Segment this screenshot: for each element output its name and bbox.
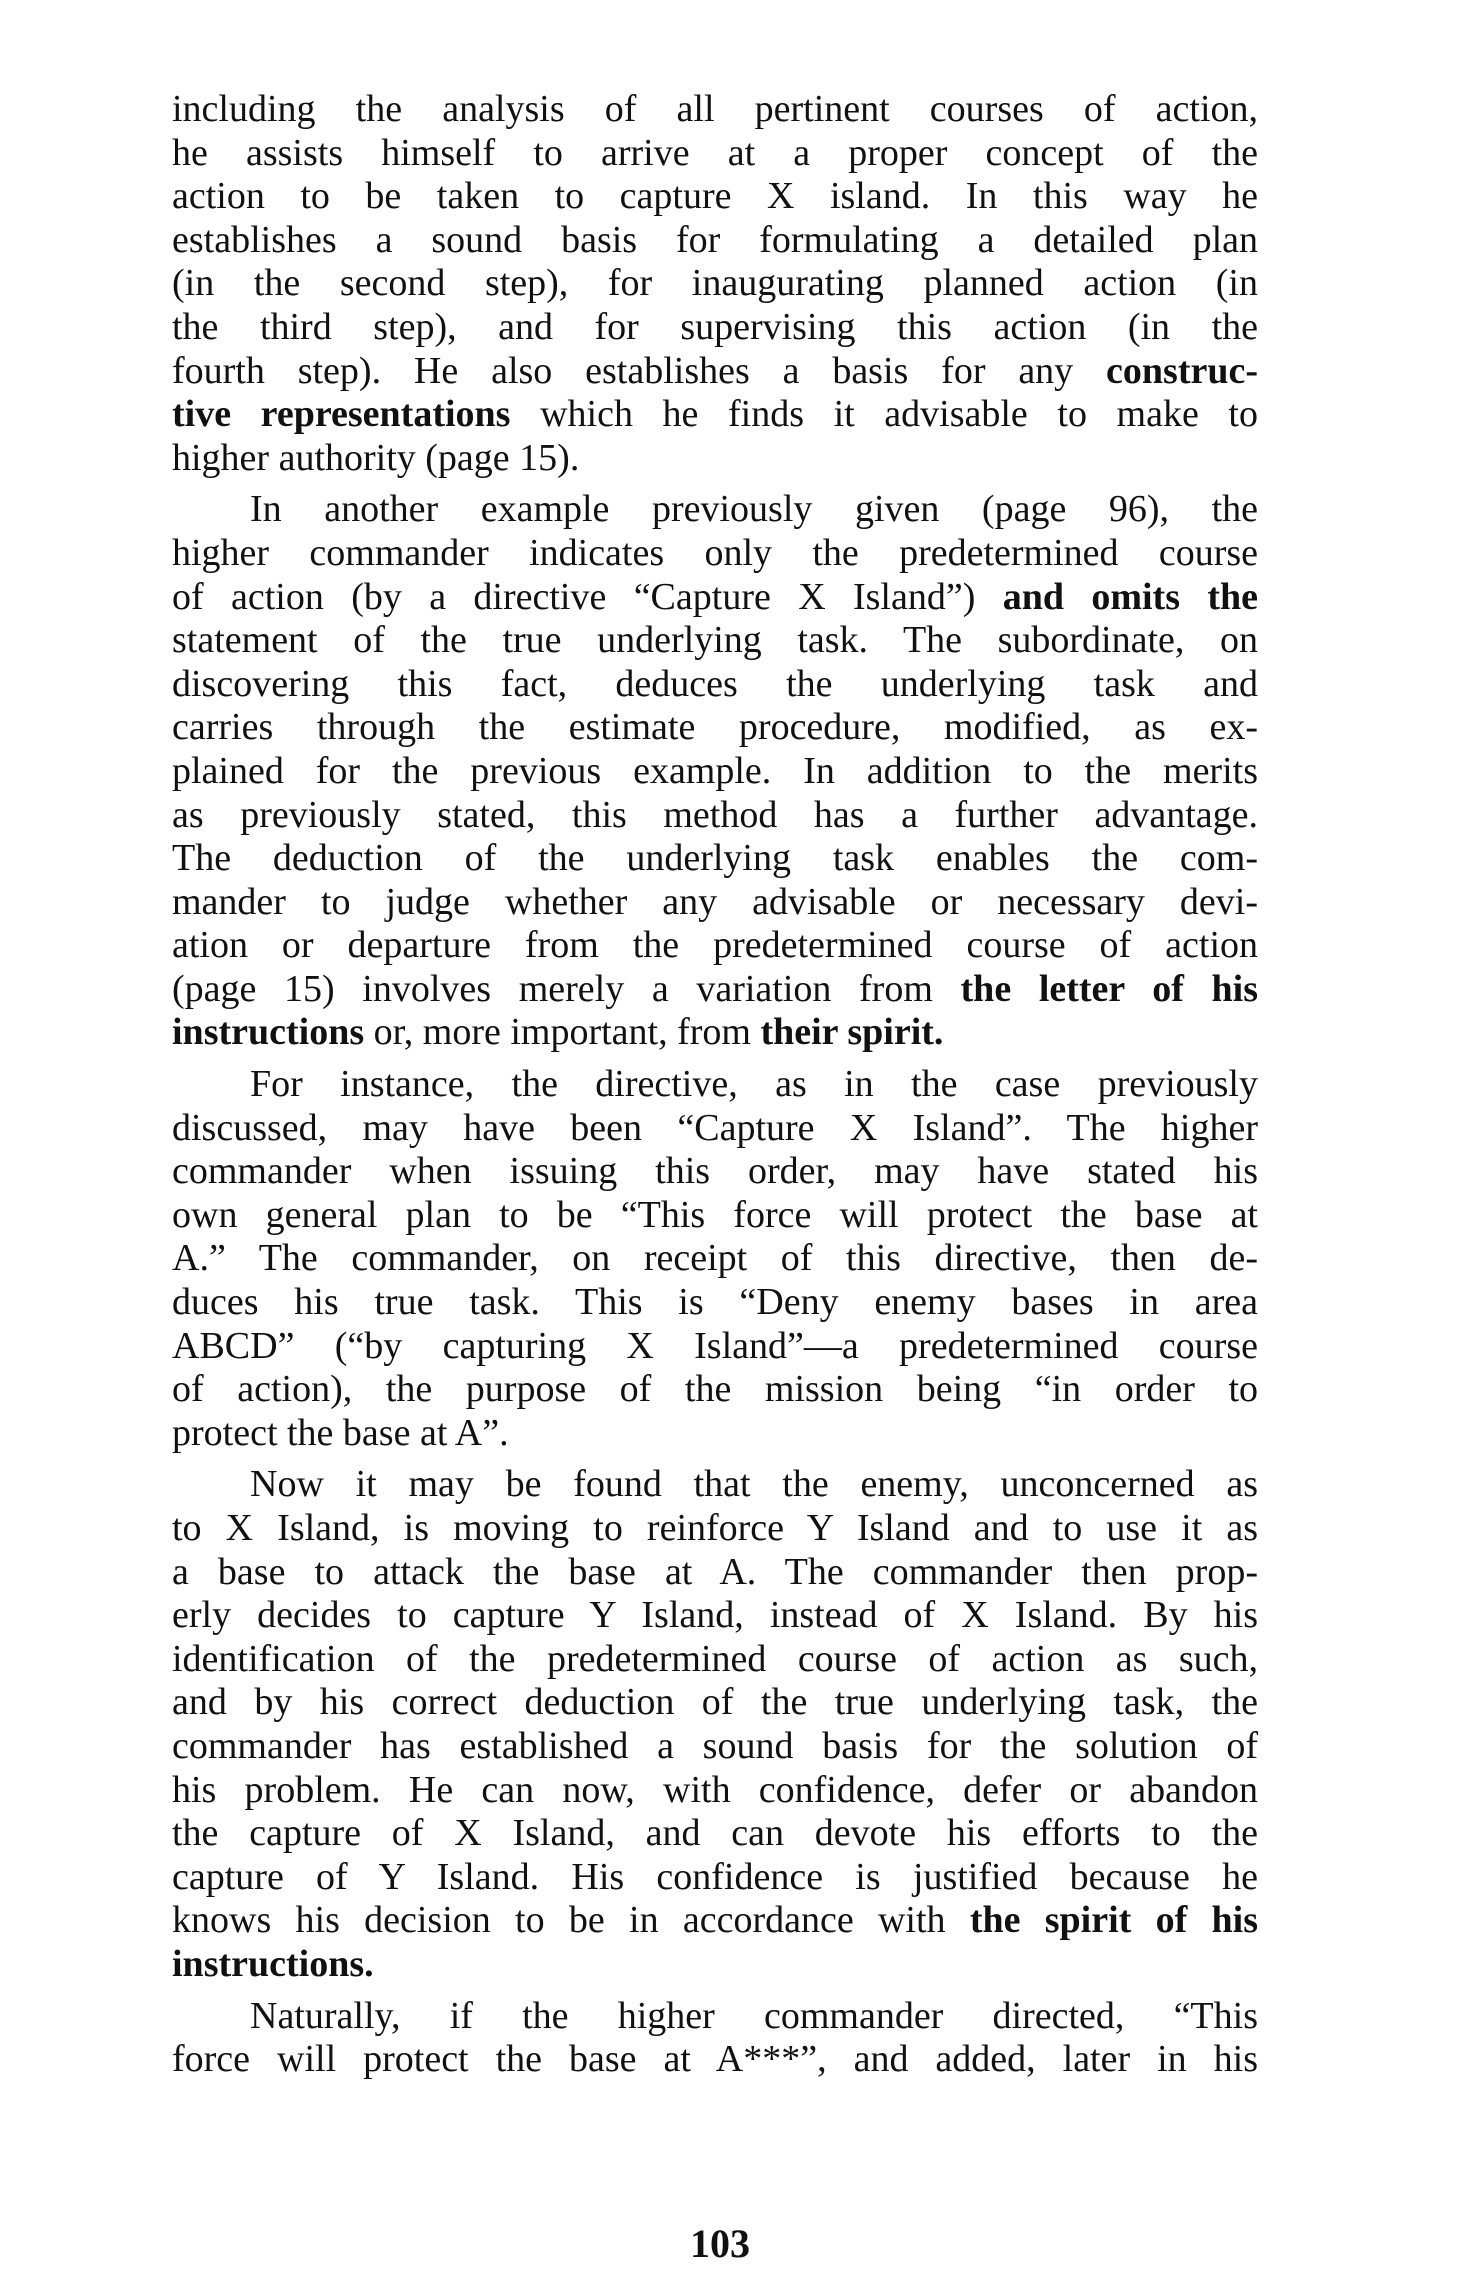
text-line (172, 2038, 1258, 2082)
text-line (172, 1150, 1258, 1194)
text-line (172, 1551, 1258, 1595)
bold-text: instructions. (172, 1942, 374, 1985)
text-line (172, 663, 1258, 707)
text-line (172, 306, 1258, 350)
text-line (172, 1594, 1258, 1638)
paragraph (172, 1995, 1258, 2082)
text-run: Now it may be found that the enemy, unconcerned as (250, 1463, 1258, 1506)
text-line (172, 437, 1258, 481)
text-line (172, 262, 1258, 306)
text-run: own general plan to be “This force will protect the base at (172, 1193, 1258, 1236)
text-line (172, 881, 1258, 925)
text-line (172, 1463, 1258, 1507)
text-run: commander when issuing this order, may have stated his (172, 1150, 1258, 1193)
paragraph (172, 1463, 1258, 1986)
text-run: or, more important, from (364, 1011, 761, 1054)
text-run: action to be taken to capture X island. In this way he (172, 175, 1258, 218)
text-run: establishes a sound basis for formulating a detailed plan (172, 218, 1258, 261)
text-line (172, 88, 1258, 132)
text-run: ation or departure from the predetermined course of action (172, 924, 1258, 967)
text-line (172, 1412, 1258, 1456)
text-run: (in the second step), for inaugurating planned action (in (172, 262, 1258, 305)
text-run: identification of the predetermined course of action as such, (172, 1637, 1258, 1680)
text-run: force will protect the base at A***”, and added, later in his (172, 2038, 1258, 2081)
text-line (172, 1194, 1258, 1238)
text-line (172, 1899, 1258, 1943)
text-line (172, 1281, 1258, 1325)
text-line (172, 175, 1258, 219)
text-line (172, 1725, 1258, 1769)
text-line (172, 576, 1258, 620)
text-run: plained for the previous example. In addition to the merits (172, 749, 1258, 792)
paragraph (172, 488, 1258, 1055)
page-number: 103 (690, 2221, 750, 2266)
text-line (172, 350, 1258, 394)
bold-text: the spirit of his (969, 1899, 1258, 1942)
text-run: as previously stated, this method has a further advantage. (172, 793, 1258, 836)
text-line (172, 393, 1258, 437)
text-run: discovering this fact, deduces the underlying task and (172, 662, 1258, 705)
bold-text: their spirit. (760, 1011, 944, 1054)
text-run: commander has established a sound basis for the solution of (172, 1724, 1258, 1767)
text-run: duces his true task. This is “Deny enemy bases in area (172, 1281, 1258, 1324)
text-run: For instance, the directive, as in the case previously (250, 1063, 1258, 1106)
text-line (172, 706, 1258, 750)
text-run: (page 15) involves merely a variation from (172, 967, 961, 1010)
text-line (172, 1856, 1258, 1900)
text-line (172, 1943, 1258, 1987)
bold-text: construc- (1106, 349, 1258, 392)
text-line (172, 219, 1258, 263)
text-run: his problem. He can now, with confidence, defer or abandon (172, 1768, 1258, 1811)
bold-text: tive representations (172, 393, 511, 436)
text-line (172, 1812, 1258, 1856)
text-run: ABCD” (“by capturing X Island”—a predetermined course (172, 1324, 1258, 1367)
text-run: protect the base at A”. (172, 1411, 509, 1454)
bold-text: the letter of his (960, 967, 1258, 1010)
text-line (172, 1638, 1258, 1682)
text-line (172, 619, 1258, 663)
text-run: capture of Y Island. His confidence is justified because he (172, 1855, 1258, 1898)
text-run: carries through the estimate procedure, modified, as ex- (172, 706, 1258, 749)
text-line (172, 1368, 1258, 1412)
text-line (172, 1995, 1258, 2039)
text-run: In another example previously given (page 96), the (250, 488, 1258, 531)
text-run: to X Island, is moving to reinforce Y Island and to use it as (172, 1507, 1258, 1549)
body-text (172, 88, 1258, 2090)
text-run: including the analysis of all pertinent courses of action, (172, 88, 1258, 130)
text-line (172, 132, 1258, 176)
text-run: The deduction of the underlying task enables the com- (172, 837, 1258, 880)
text-line (172, 924, 1258, 968)
paragraph (172, 88, 1258, 480)
text-run: the capture of X Island, and can devote his efforts to the (172, 1812, 1258, 1855)
text-line (172, 968, 1258, 1012)
text-run: of action), the purpose of the mission being “in order to (172, 1368, 1258, 1411)
text-run: knows his decision to be in accordance with (172, 1899, 970, 1942)
text-line (172, 1681, 1258, 1725)
text-line (172, 1237, 1258, 1281)
text-run: of action (by a directive “Capture X Island”) (172, 575, 1003, 618)
text-run: higher authority (page 15). (172, 436, 580, 479)
text-run: he assists himself to arrive at a proper concept of the (172, 131, 1258, 174)
text-line (172, 532, 1258, 576)
text-line (172, 1107, 1258, 1151)
text-run: higher commander indicates only the predetermined course (172, 531, 1258, 574)
text-run: the third step), and for supervising this action (in the (172, 305, 1258, 348)
text-run: mander to judge whether any advisable or necessary devi- (172, 880, 1258, 923)
text-line (172, 750, 1258, 794)
text-line (172, 794, 1258, 838)
text-line (172, 1325, 1258, 1369)
text-run: A.” The commander, on receipt of this directive, then de- (172, 1237, 1258, 1280)
paragraph (172, 1063, 1258, 1455)
text-run: and by his correct deduction of the true underlying task, the (172, 1681, 1258, 1724)
text-run: which he finds it advisable to make to (510, 393, 1258, 436)
text-run: a base to attack the base at A. The commander then prop- (172, 1550, 1258, 1593)
text-run: fourth step). He also establishes a basis for any (172, 349, 1107, 392)
text-run: Naturally, if the higher commander directed, “This (250, 1994, 1258, 2037)
text-line (172, 1769, 1258, 1813)
text-line (172, 1011, 1258, 1055)
bold-text: instructions (172, 1011, 365, 1054)
text-run: discussed, may have been “Capture X Island”. The higher (172, 1106, 1258, 1149)
text-line (172, 1063, 1258, 1107)
text-line (172, 837, 1258, 881)
text-line (172, 488, 1258, 532)
bold-text: and omits the (1002, 575, 1259, 618)
text-run: statement of the true underlying task. The subordinate, on (172, 619, 1258, 662)
text-run: erly decides to capture Y Island, instead of X Island. By his (172, 1594, 1258, 1637)
text-line (172, 1507, 1258, 1551)
